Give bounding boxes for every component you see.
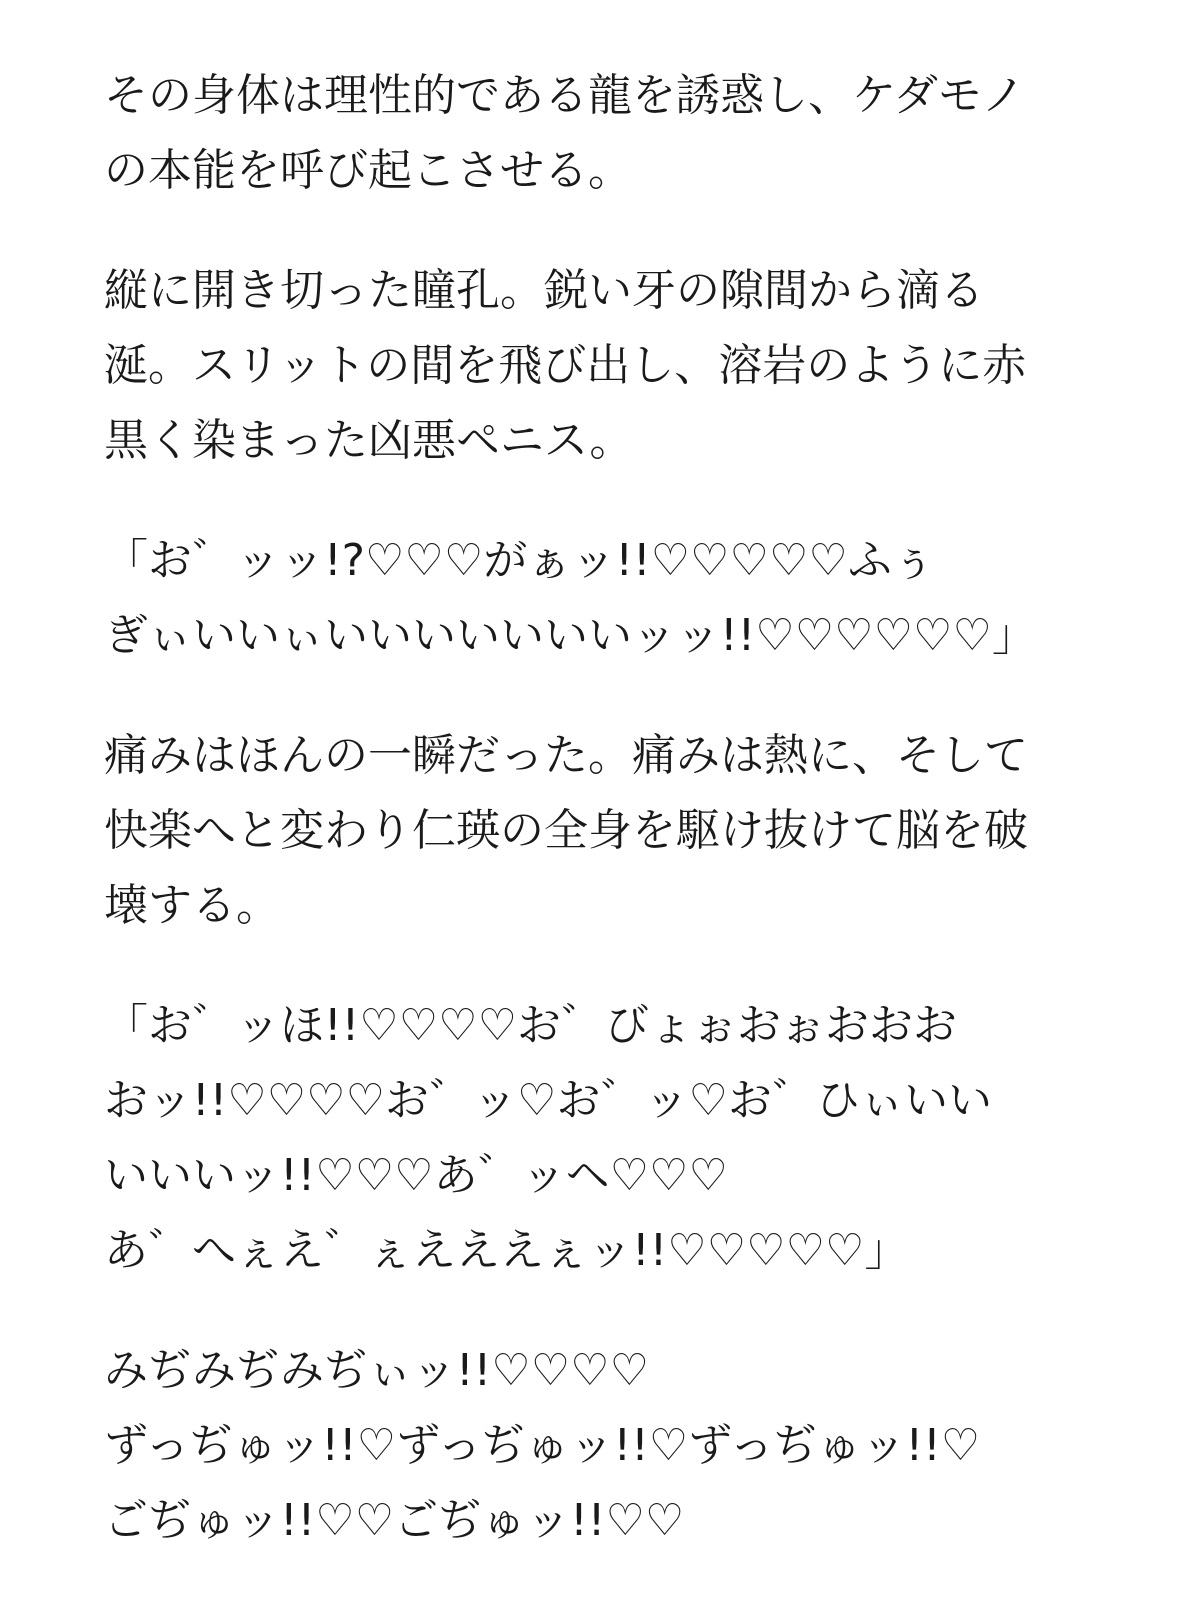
text-line: ずっぢゅッ!!♡ずっぢゅッ!!♡ずっぢゅッ!!♡	[104, 1420, 981, 1471]
text-line: ぎぃいいぃいいいいいいいッッ!!♡♡♡♡♡♡」	[104, 610, 1036, 661]
text-line: 壊する。	[104, 880, 280, 931]
paragraph-narration-1	[104, 58, 1119, 208]
paragraph-narration-3	[104, 718, 1119, 943]
text-line: ごぢゅッ!!♡♡ごぢゅッ!!♡♡	[104, 1495, 685, 1546]
text-line: 縦に開き切った瞳孔。鋭い牙の隙間から滴る	[104, 265, 984, 316]
text-line: おッ!!♡♡♡♡お゛ッ♡お゛ッ♡お゛ひぃいい	[104, 1075, 992, 1126]
paragraph-sfx	[104, 1333, 1119, 1558]
paragraph-dialogue-2	[104, 988, 1119, 1288]
paragraph-narration-2	[104, 253, 1119, 478]
text-line: みぢみぢみぢぃッ!!♡♡♡♡	[104, 1345, 650, 1396]
text-line: 「お゛ッほ!!♡♡♡♡お゛びょぉおぉおおお	[104, 1000, 958, 1051]
text-line: 涎。スリットの間を飛び出し、溶岩のように赤	[104, 340, 1027, 391]
text-line: 痛みはほんの一瞬だった。痛みは熱に、そして	[104, 730, 1028, 781]
text-line: の本能を呼び起こさせる。	[104, 145, 632, 196]
text-line: いいいッ!!♡♡♡あ゛ッヘ♡♡♡	[104, 1150, 728, 1201]
text-line: 「お゛ッッ!?♡♡♡がぁッ!!♡♡♡♡♡ふぅ	[104, 535, 936, 586]
text-line: あ゛へぇえ゛ぇえええぇッ!!♡♡♡♡♡」	[104, 1225, 909, 1276]
text-line: 黒く染まった凶悪ペニス。	[104, 415, 634, 466]
text-line: 快楽へと変わり仁瑛の全身を駆け抜けて脳を破	[104, 805, 1028, 856]
text-line: その身体は理性的である龍を誘惑し、ケダモノ	[104, 70, 1026, 121]
paragraph-dialogue-1	[104, 523, 1119, 673]
